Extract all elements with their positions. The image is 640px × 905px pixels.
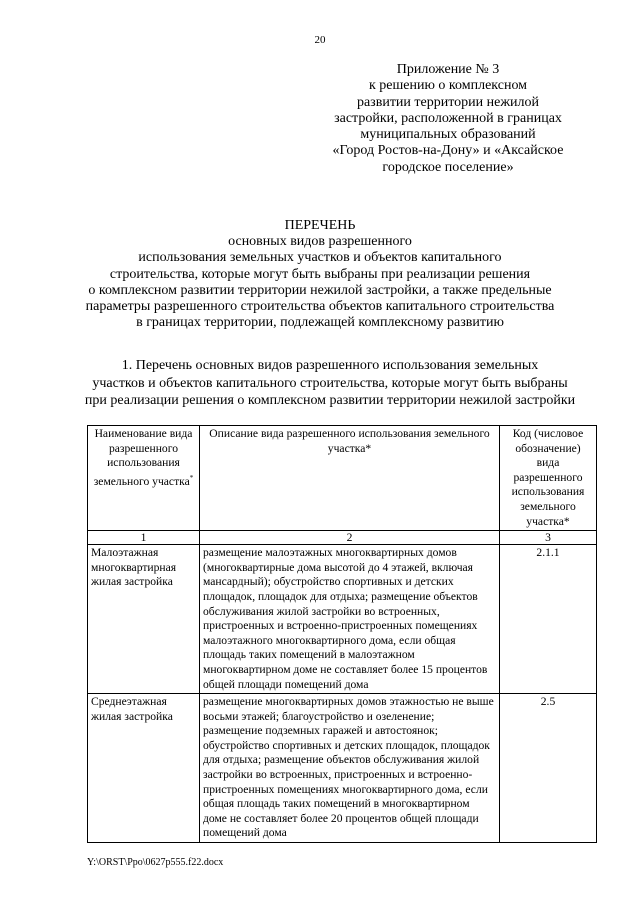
appendix-line: «Город Ростов-на-Дону» и «Аксайское bbox=[332, 143, 564, 159]
section-line: 1. Перечень основных видов разрешенного использования земельных bbox=[121, 358, 539, 373]
appendix-line: к решению о комплексном bbox=[368, 78, 528, 94]
appendix-header bbox=[318, 62, 578, 176]
appendix-line: застройки, расположенной в границах bbox=[334, 110, 562, 126]
document-title bbox=[60, 218, 580, 331]
column-number-row bbox=[88, 531, 597, 545]
title-line: использования земельных участков и объектов капитального bbox=[138, 250, 502, 266]
title-line: основных видов разрешенного bbox=[228, 234, 412, 250]
section-heading bbox=[60, 357, 600, 410]
title-line: строительства, которые могут быть выбраны при реализации решения bbox=[109, 266, 531, 282]
appendix-line: городское поселение» bbox=[382, 159, 514, 175]
table-row bbox=[88, 545, 597, 694]
footnote-mark: * bbox=[189, 473, 194, 482]
column-number: 3 bbox=[500, 531, 597, 545]
section-line: при реализации решения о комплексном развитии территории нежилой застройки bbox=[84, 393, 576, 408]
column-number: 1 bbox=[88, 531, 200, 545]
title-line: о комплексном развитии территории нежилой застройки, а также предельные bbox=[88, 282, 552, 298]
title-line: ПЕРЕЧЕНЬ bbox=[284, 218, 356, 233]
column-number: 2 bbox=[200, 531, 500, 545]
header-code: Код (числовое обозначение) вида разрешенного использования земельного участка* bbox=[500, 426, 597, 531]
use-name: Среднеэтажная жилая застройка bbox=[88, 694, 200, 843]
land-use-table bbox=[87, 425, 597, 843]
file-path-footer: Y:\ORST\Ppo\0627p555.f22.docx bbox=[87, 857, 224, 868]
table-header-row bbox=[88, 426, 597, 531]
title-line: в границах территории, подлежащей комплексному развитию bbox=[136, 315, 504, 331]
use-description: размещение многоквартирных домов этажностью не выше восьми этажей; благоустройство и озеленение; размещение подземных гаражей и автостоянок; обустройство спортивных и детских площадок, площадок для отдыха; размещение объектов обслуживания жилой застройки во встроенных, пристроенных и встроенно-пристроенных помещениях многоквартирного дома, если общая площадь таких помещений в многоквартирном доме не составляет более 20 процентов общей площади помещений дома bbox=[200, 694, 500, 843]
appendix-line: муниципальных образований bbox=[360, 127, 536, 143]
header-name: Наименование вида разрешенного использования земельного участка* bbox=[88, 426, 200, 531]
use-description: размещение малоэтажных многоквартирных домов (многоквартирные дома высотой до 4 этажей, включая мансардный); обустройство спортивных и детских площадок, площадок для отдыха; размещение объектов обслуживания жилой застройки во встроенных, пристроенных и встроенно-пристроенных помещениях малоэтажного многоквартирного дома, если общая площадь таких помещений в малоэтажном многоквартирном доме не составляет более 15 процентов общей площади помещений дома bbox=[200, 545, 500, 694]
use-name: Малоэтажная многоквартирная жилая застройка bbox=[88, 545, 200, 694]
title-line: параметры разрешенного строительства объектов капитального строительства bbox=[85, 299, 555, 315]
table-row bbox=[88, 694, 597, 843]
use-code: 2.1.1 bbox=[500, 545, 597, 694]
appendix-line: Приложение № 3 bbox=[396, 62, 500, 77]
appendix-line: развитии территории нежилой bbox=[356, 94, 540, 110]
page-number: 20 bbox=[314, 34, 326, 46]
section-line: участков и объектов капитального строительства, которые могут быть выбраны bbox=[92, 375, 568, 391]
use-code: 2.5 bbox=[500, 694, 597, 843]
header-description: Описание вида разрешенного использования земельного участка* bbox=[200, 426, 500, 531]
